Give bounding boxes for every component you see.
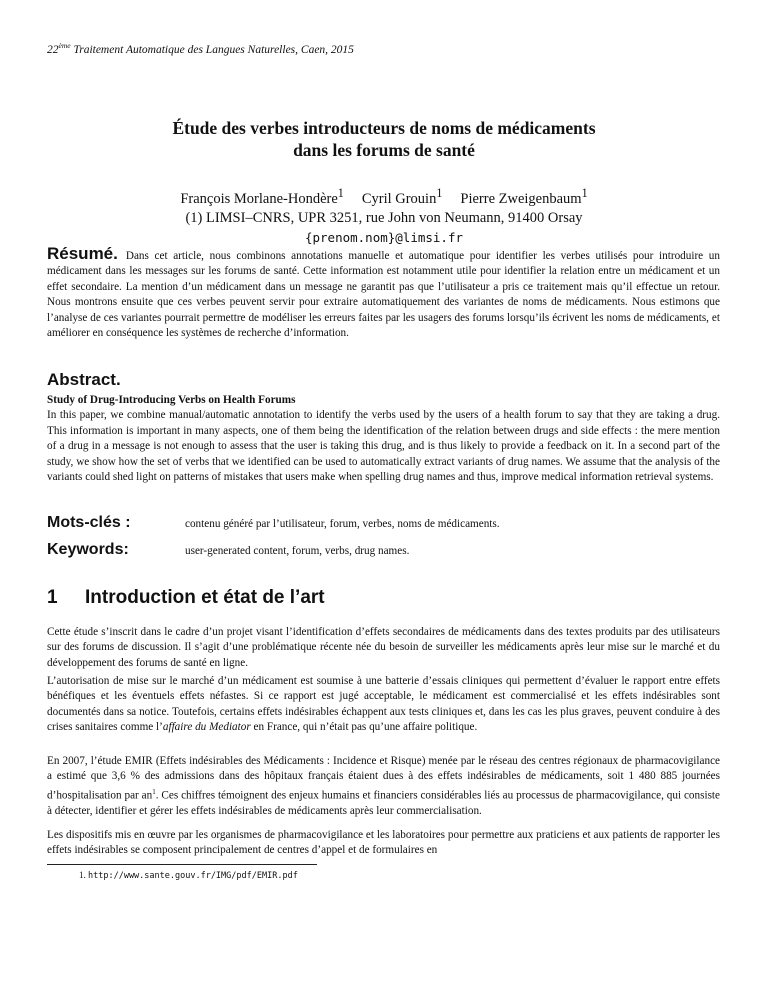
author-2-affiliation: 1 [436, 186, 443, 200]
author-names [0, 184, 768, 209]
author-3: Pierre Zweigenbaum [460, 190, 582, 207]
paragraph-1: Cette étude s’inscrit dans le cadre d’un projet visant l’identification d’effets secondaires de médicaments dans des textes produits par des utilisateurs sur des forums de discussion. Il s’agit d’une problématique récente née du besoin de surveiller les médicaments après leur mise sur le marché et du développement des forums de santé en ligne. [47, 626, 720, 669]
section-number: 1 [47, 587, 58, 608]
author-1: François Morlane-Hondère [180, 190, 338, 207]
paragraph-3-text-a: En 2007, l’étude EMIR (Effets indésirables des Médicaments : Incidence et Risque) menée par le réseau des centres régionaux de pharmacovigilance a estimé que 3,6 % des admissions dans des hôpitaux français étaient dues à des effets indésirables de médicaments, soit 1 480 885 journées d’hospitalisation par an [47, 755, 720, 802]
paper-title [0, 117, 768, 161]
keywords-fr-text: contenu généré par l’utilisateur, forum, verbes, noms de médicaments. [185, 518, 500, 530]
paragraph-2-text-b: en France, qui n’était pas qu’une affaire politique. [250, 721, 478, 734]
paper-title-line-1: Étude des verbes introducteurs de noms de médicaments [172, 118, 596, 138]
paragraph-4: Les dispositifs mis en œuvre par les organismes de pharmacovigilance et les laboratoires pour permettre aux praticiens et aux patients de rapporter les effets indésirables se composent principalement de centres d’appel et de formulaires en [47, 829, 720, 857]
author-3-affiliation: 1 [581, 186, 588, 200]
paper-title-line-2: dans les forums de santé [293, 140, 475, 160]
author-affiliation: (1) LIMSI–CNRS, UPR 3251, rue John von Neumann, 91400 Orsay [185, 209, 583, 226]
conference-name: Traitement Automatique des Langues Naturelles, Caen, 2015 [70, 43, 354, 56]
running-head [47, 41, 354, 56]
keywords-en-text: user-generated content, forum, verbs, drug names. [185, 545, 410, 557]
footnote-number: 1. [79, 870, 86, 880]
author-block [0, 184, 768, 247]
author-2: Cyril Grouin [361, 190, 437, 207]
footnote-divider [47, 864, 317, 865]
abstract-heading: Abstract. [47, 370, 121, 389]
abstract-text: In this paper, we combine manual/automatic annotation to identify the verbs used by the users of a health forum to say that they are taking a drug. This information is important in many aspects, one of them being the identification of the relation between drugs and side effects : the mere mention of a drug in a message is not enough to assess that the user is taking this drug, and is thus likely to provide a feedback on it. In a second part of the study, we show how the set of verbs that we identified can be used to automatically extract variants of drug names. We assume that the analysis of the variants could shed light on patterns of mistakes that users make when spelling drug names and thus, improve medical information retrieval systems. [47, 409, 720, 484]
section-title: Introduction et état de l’art [85, 587, 325, 608]
footnote-url[interactable]: http://www.sante.gouv.fr/IMG/pdf/EMIR.pdf [88, 871, 298, 881]
resume-label: Résumé. [47, 244, 118, 263]
footnote-marker: 1 [152, 787, 156, 796]
conference-number-suffix: ème [58, 41, 71, 50]
keywords-en-label: Keywords: [47, 541, 129, 558]
resume-text: Dans cet article, nous combinons annotations manuelle et automatique pour identifier les verbes utilisés pour introduire un médicament dans les messages sur les forums de santé. Cette information est notamment utile pour identifier la relation entre un médicament et un effet secondaire. La mention d’un médicament dans un message ne garantit pas que l’utilisateur a pris ce traitement mais qu’il effectue un retour. Nous montrons ensuite que ces verbes peuvent servir pour extraire automatiquement des variantes de noms de médicaments. Nous estimons que l’analyse de ces variantes pourrait permettre de modéliser les erreurs faites par les usagers des forums lorsqu’ils écrivent les noms de médicaments, et améliorer en conséquence les systèmes de recherche d’information. [47, 250, 720, 340]
abstract-section [47, 393, 720, 485]
paragraph-2-emphasis: affaire du Mediator [162, 721, 251, 734]
author-1-affiliation: 1 [337, 186, 344, 200]
paragraph-3 [47, 754, 720, 819]
footnote [79, 870, 298, 881]
keywords-fr-label: Mots-clés : [47, 514, 131, 531]
paragraph-2 [47, 674, 720, 736]
conference-number: 22 [47, 43, 59, 56]
paragraph-2-text-a: L’autorisation de mise sur le marché d’un médicament est soumise à une batterie d’essais cliniques qui permettent d’évaluer le rapport entre effets bénéfiques et les éventuels effets néfastes. Si ce rapport est jugé acceptable, le médicament est commercialisé et les effets indésirables sont documentés dans sa notice. Toutefois, certains effets indésirables échappent aux tests cliniques et, dans les cas les plus graves, peuvent conduire à des crises sanitaires comme l’ [47, 675, 720, 734]
paragraph-3-text-b: . Ces chiffres témoignent des enjeux humains et financiers considérables liés au processus de pharmacovigilance, qui consiste à détecter, identifier et gérer les effets indésirables de médicaments après leur commercialisation. [47, 789, 721, 817]
author-email: {prenom.nom}@limsi.fr [304, 229, 464, 245]
resume-section [47, 246, 720, 341]
abstract-english-title: Study of Drug-Introducing Verbs on Health Forums [47, 394, 296, 406]
section-heading [47, 587, 325, 609]
